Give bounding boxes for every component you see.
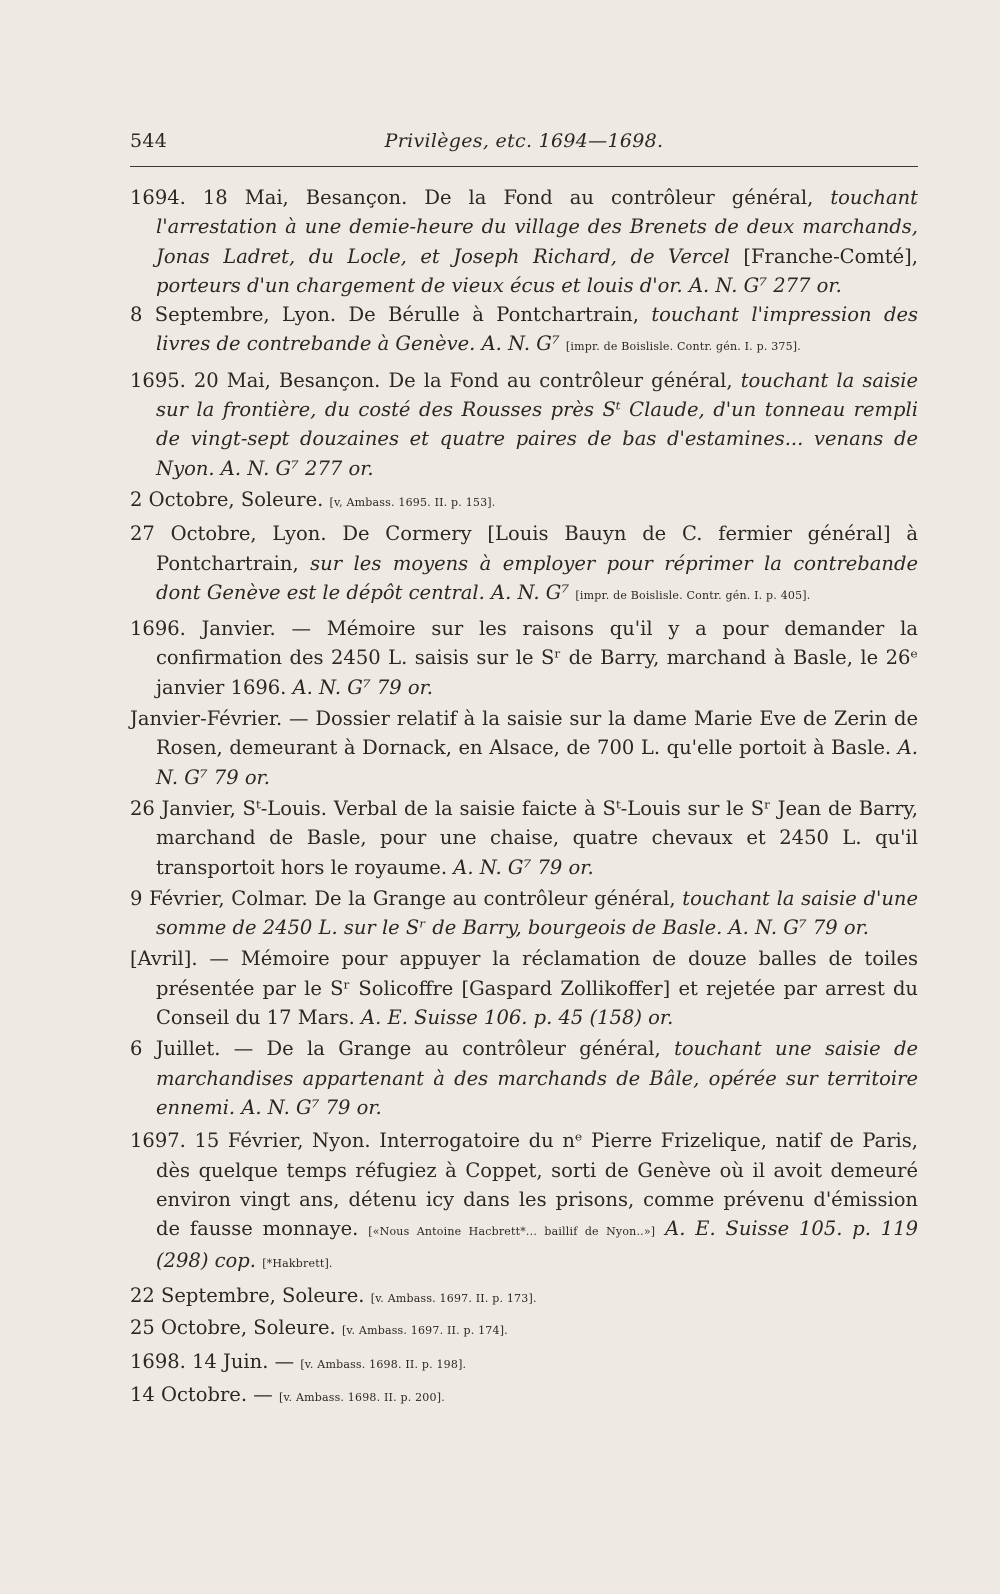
entry: Janvier-Février. — Dossier relatif à la saisie sur la dame Marie Eve de Zerin de Rosen, demeurant à Dornack, en Alsace, de 700 L. qu'elle portoit à Basle. A. N. G⁷ 79 or. [130,707,918,789]
entry: 1698. 14 Juin. — [v. Ambass. 1698. II. p. 198]. [130,1350,467,1374]
entry: 26 Janvier, Sᵗ-Louis. Verbal de la saisie faicte à Sᵗ-Louis sur le Sʳ Jean de Barry, marchand de Basle, pour une chaise, quatre chevaux et 2450 L. qu'il transportoit hors le royaume. A. N. G⁷ 79 or. [130,796,918,879]
entry: 9 Février, Colmar. De la Grange au contrôleur général, touchant la saisie d'une somme de 2450 L. sur le Sʳ de Barry, bourgeois de Basle. A. N. G⁷ 79 or. [130,886,918,940]
entry: 27 Octobre, Lyon. De Cormery [Louis Bauyn de C. fermier général] à Pontchartrain, sur les moyens à employer pour réprimer la contrebande dont Genève est le dépôt central. A. N. G⁷ [impr. de Boislisle. Contr. gén. I. p. 405]. [130,522,919,604]
entry: 22 Septembre, Soleure. [v. Ambass. 1697. II. p. 173]. [130,1283,537,1307]
entry: 14 Octobre. — [v. Ambass. 1698. II. p. 200]. [130,1382,445,1406]
entry: 1695. 20 Mai, Besançon. De la Fond au contrôleur général, touchant la saisie sur la frontière, du costé des Rousses près Sᵗ Claude, d'un tonneau rempli de vingt-sept douzaines et quatre paires de bas d'estamines... venans de Nyon. A. N. G⁷ 277 or. [130,368,918,480]
entry: 2 Octobre, Soleure. [v, Ambass. 1695. II. p. 153]. [130,487,496,511]
running-title: Privilèges, etc. 1694—1698. [384,130,664,152]
entry: 1694. 18 Mai, Besançon. De la Fond au contrôleur général, touchant l'arrestation à une demie-heure du village des Brenets de deux marchands, Jonas Ladret, du Locle, et Joseph Richard, de Vercel [Franche-Comté], porteurs d'un chargement de vieux écus et louis d'or. A. N. G⁷ 277 or. [130,186,918,297]
page-number: 544 [130,130,168,152]
entries-list [130,183,918,1412]
entry: 1696. Janvier. — Mémoire sur les raisons qu'il y a pour demander la confirmation des 2450 L. saisis sur le Sʳ de Barry, marchand à Basle, le 26ᵉ janvier 1696. A. N. G⁷ 79 or. [130,617,918,699]
entry: 6 Juillet. — De la Grange au contrôleur général, touchant une saisie de marchandises appartenant à des marchands de Bâle, opérée sur territoire ennemi. A. N. G⁷ 79 or. [130,1037,918,1119]
entry: 8 Septembre, Lyon. De Bérulle à Pontchartrain, touchant l'impression des livres de contrebande à Genève. A. N. G⁷ [impr. de Boislisle. Contr. gén. I. p. 375]. [130,303,919,356]
entry: [Avril]. — Mémoire pour appuyer la réclamation de douze balles de toiles présentée par le Sʳ Solicoffre [Gaspard Zollikoffer] et rejetée par arrest du Conseil du 17 Mars. A. E. Suisse 106. p. 45 (158) or. [130,947,918,1030]
entry: 25 Octobre, Soleure. [v. Ambass. 1697. II. p. 174]. [130,1315,508,1339]
page-header [130,130,918,167]
entry: 1697. 15 Février, Nyon. Interrogatoire du nᵉ Pierre Frizelique, natif de Paris, dès quelque temps réfugiez à Coppet, sorti de Genève où il avoit demeuré environ vingt ans, détenu icy dans les prisons, comme prévenu d'émission de fausse monnaye. [«Nous Antoine Hacbrett*... baillif de Nyon..»] A. E. Suisse 105. p. 119 (298) cop. [*Hakbrett]. [130,1129,919,1273]
